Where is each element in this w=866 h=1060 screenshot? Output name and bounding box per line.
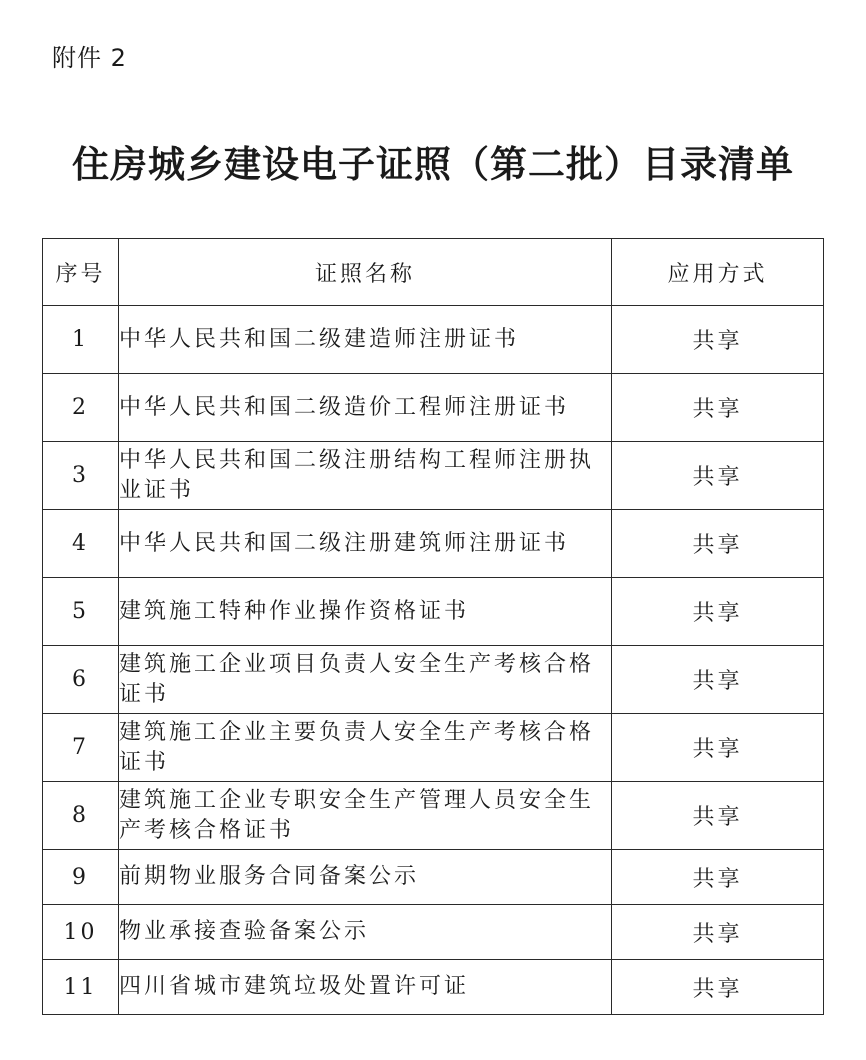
row-name: 物业承接查验备案公示: [119, 905, 612, 960]
table-row: [43, 578, 824, 646]
certificate-catalog-table: [42, 238, 824, 1015]
row-index: 3: [43, 442, 119, 510]
row-mode: 共享: [612, 714, 824, 782]
row-mode: 共享: [612, 905, 824, 960]
header-index: 序号: [43, 239, 119, 306]
row-name: 建筑施工企业主要负责人安全生产考核合格证书: [119, 714, 612, 782]
row-mode: 共享: [612, 374, 824, 442]
row-name: 中华人民共和国二级造价工程师注册证书: [119, 374, 612, 442]
row-name: 建筑施工特种作业操作资格证书: [119, 578, 612, 646]
row-index: 8: [43, 782, 119, 850]
row-index: 5: [43, 578, 119, 646]
table-row: [43, 850, 824, 905]
table-row: [43, 306, 824, 374]
table-header-row: [43, 239, 824, 306]
table-row: [43, 510, 824, 578]
row-name: 中华人民共和国二级注册结构工程师注册执业证书: [119, 442, 612, 510]
row-mode: 共享: [612, 510, 824, 578]
row-index: 7: [43, 714, 119, 782]
table-row: [43, 442, 824, 510]
table-row: [43, 960, 824, 1015]
table-row: [43, 374, 824, 442]
row-index: 2: [43, 374, 119, 442]
document-title: 住房城乡建设电子证照（第二批）目录清单: [72, 143, 794, 186]
row-index: 11: [43, 960, 119, 1015]
row-mode: 共享: [612, 306, 824, 374]
attachment-label: 附件 2: [52, 44, 127, 72]
row-mode: 共享: [612, 782, 824, 850]
row-index: 4: [43, 510, 119, 578]
row-index: 1: [43, 306, 119, 374]
row-mode: 共享: [612, 850, 824, 905]
row-name: 前期物业服务合同备案公示: [119, 850, 612, 905]
row-name: 四川省城市建筑垃圾处置许可证: [119, 960, 612, 1015]
row-name: 建筑施工企业专职安全生产管理人员安全生产考核合格证书: [119, 782, 612, 850]
row-name: 中华人民共和国二级建造师注册证书: [119, 306, 612, 374]
header-name: 证照名称: [119, 239, 612, 306]
row-mode: 共享: [612, 442, 824, 510]
row-mode: 共享: [612, 646, 824, 714]
row-mode: 共享: [612, 578, 824, 646]
table-row: [43, 782, 824, 850]
row-index: 10: [43, 905, 119, 960]
table-row: [43, 905, 824, 960]
row-name: 建筑施工企业项目负责人安全生产考核合格证书: [119, 646, 612, 714]
table-row: [43, 714, 824, 782]
row-name: 中华人民共和国二级注册建筑师注册证书: [119, 510, 612, 578]
row-index: 9: [43, 850, 119, 905]
header-mode: 应用方式: [612, 239, 824, 306]
row-index: 6: [43, 646, 119, 714]
row-mode: 共享: [612, 960, 824, 1015]
table-row: [43, 646, 824, 714]
